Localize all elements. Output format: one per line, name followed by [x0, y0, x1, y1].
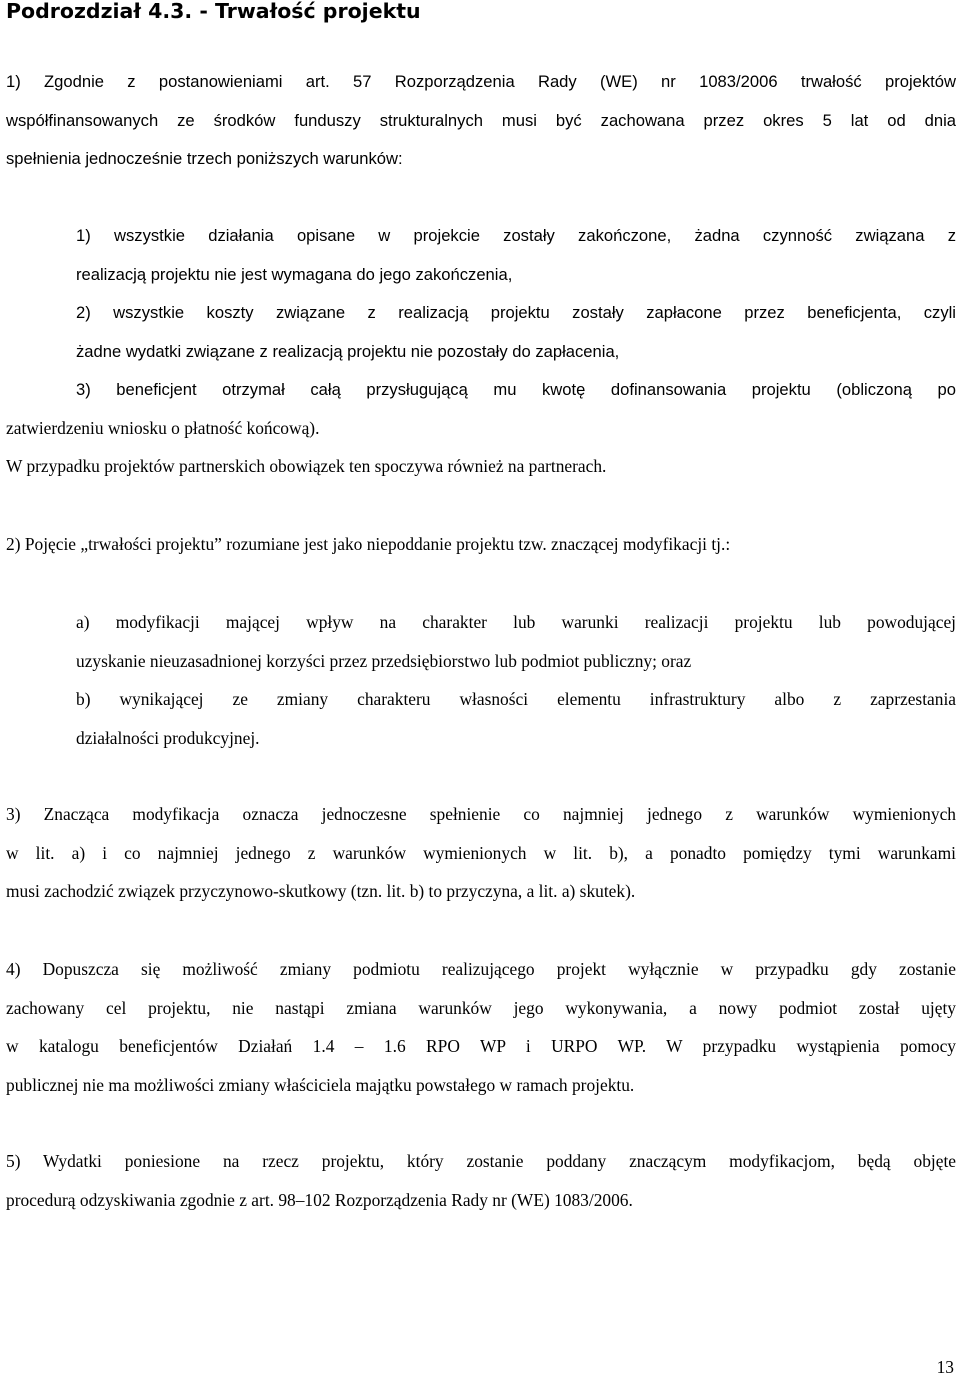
paragraph-1	[6, 63, 956, 179]
paragraph-5-line-2: procedurą odzyskiwania zgodnie z art. 98–102 Rozporządzenia Rady nr (WE) 1083/2006.	[6, 1189, 633, 1210]
paragraph-1-line-3: spełnienia jednocześnie trzech poniższych warunków:	[6, 149, 403, 169]
condition-1-line-1: 1) wszystkie działania opisane w projekcie zostały zakończone, żadna czynność związana z	[76, 226, 956, 245]
conditions-list	[76, 217, 956, 410]
modification-a-line-1: a) modyfikacji mającej wpływ na charakter lub warunki realizacji projektu lub powodującej	[76, 612, 956, 632]
paragraph-1-line-2: współfinansowanych ze środków funduszy strukturalnych musi być zachowana przez okres 5 lat od dnia	[6, 110, 956, 130]
condition-2-line-2: żadne wydatki związane z realizacją projektu nie pozostały do zapłacenia,	[76, 341, 620, 361]
paragraph-4-line-4: publicznej nie ma możliwości zmiany właściciela majątku powstałego w ramach projektu.	[6, 1074, 635, 1095]
condition-2-line-1: 2) wszystkie koszty związane z realizacją projektu zostały zapłacone przez beneficjenta, czyli	[76, 303, 956, 323]
paragraph-5-line-1: 5) Wydatki poniesione na rzecz projektu, który zostanie poddany znaczącym modyfikacjom, będą objęte	[6, 1151, 956, 1171]
paragraph-3-line-3: musi zachodzić związek przyczynowo-skutkowy (tzn. lit. b) to przyczyna, a lit. a) skutek).	[6, 881, 636, 902]
condition-3-line-1: 3) beneficjent otrzymał całą przysługującą mu kwotę dofinansowania projektu (obliczoną po	[76, 380, 956, 400]
modification-b-line-1: b) wynikającej ze zmiany charakteru własności elementu infrastruktury albo z zaprzestania	[76, 689, 956, 710]
paragraph-2	[6, 525, 956, 564]
paragraph-4-line-2: zachowany cel projektu, nie nastąpi zmiana warunków jego wykonywania, a nowy podmiot został ujęty	[6, 997, 956, 1018]
paragraph-1-line-1: 1) Zgodnie z postanowieniami art. 57 Rozporządzenia Rady (WE) nr 1083/2006 trwałość projektów	[6, 72, 956, 91]
section-heading: Podrozdział 4.3. - Trwałość projektu	[6, 0, 421, 23]
condition-1-line-2: realizacją projektu nie jest wymagana do jego zakończenia,	[76, 264, 513, 284]
paragraph-5	[6, 1142, 956, 1219]
condition-3-line-2: zatwierdzeniu wniosku o płatność końcową).	[6, 418, 320, 438]
paragraph-4-line-1: 4) Dopuszcza się możliwość zmiany podmiotu realizującego projekt wyłącznie w przypadku gdy zostanie	[6, 959, 956, 979]
page-number: 13	[936, 1357, 954, 1377]
paragraph-4	[6, 950, 956, 1104]
paragraph-2-text: 2) Pojęcie „trwałości projektu” rozumiane jest jako niepoddanie projektu tzw. znaczącej modyfikacji tj.:	[6, 534, 731, 554]
paragraph-3	[6, 795, 956, 911]
partner-note	[6, 447, 956, 486]
paragraph-4-line-3: w katalogu beneficjentów Działań 1.4 – 1.6 RPO WP i URPO WP. W przypadku wystąpienia pomocy	[6, 1036, 956, 1057]
paragraph-3-line-1: 3) Znacząca modyfikacja oznacza jednoczesne spełnienie co najmniej jednego z warunków wymienionych	[6, 804, 956, 824]
modification-b-line-2: działalności produkcyjnej.	[76, 727, 260, 748]
modification-a-line-2: uzyskanie nieuzasadnionej korzyści przez przedsiębiorstwo lub podmiot publiczny; oraz	[76, 650, 692, 671]
partner-note-text: W przypadku projektów partnerskich obowiązek ten spoczywa również na partnerach.	[6, 456, 607, 476]
condition-3-continuation	[6, 409, 956, 448]
paragraph-3-line-2: w lit. a) i co najmniej jednego z warunków wymienionych w lit. b), a ponadto pomiędzy tymi warunkami	[6, 842, 956, 863]
modifications-list	[76, 603, 956, 757]
